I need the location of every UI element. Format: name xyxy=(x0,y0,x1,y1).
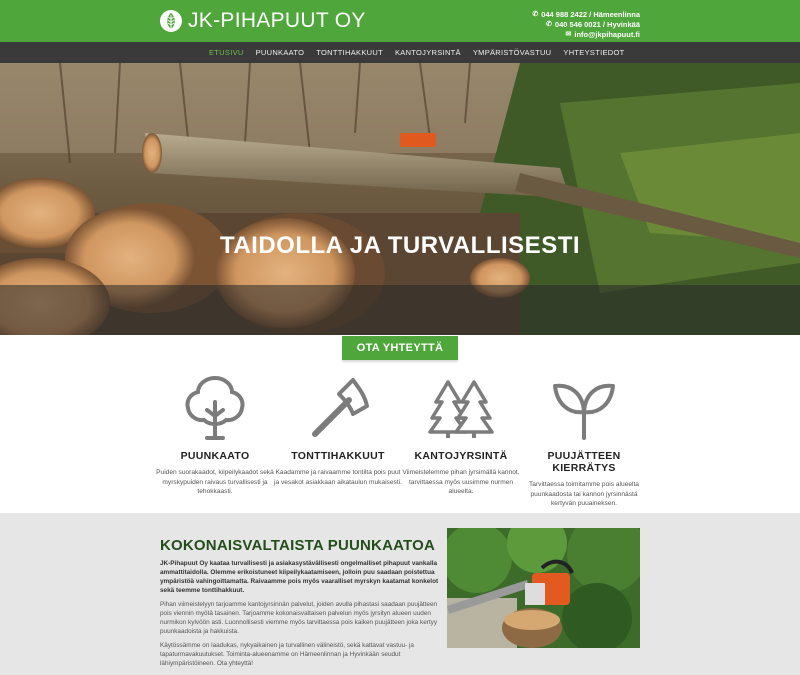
hero-title-band xyxy=(0,285,800,335)
leaf-logo-icon xyxy=(160,10,182,32)
service-title: PUUJÄTTEEN KIERRÄTYS xyxy=(547,450,621,474)
service-desc: Kaadamme ja raivaamme tontilta pois puut ja vesakot asiakkaan aikataulun mukaisesti. xyxy=(274,469,402,486)
about-title: KOKONAISVALTAISTA PUUNKAATOA xyxy=(160,537,436,554)
nav-item-kantojyrsinta[interactable]: KANTOJYRSINTÄ xyxy=(394,48,461,57)
phone-icon: ✆ xyxy=(532,11,539,18)
contact-email[interactable]: ✉ info@jkpihapuut.fi xyxy=(565,30,640,39)
hero-title: TAIDOLLA JA TURVALLISESTI xyxy=(219,232,581,259)
chainsaw-photo xyxy=(447,528,640,648)
nav-item-yhteystiedot[interactable]: YHTEYSTIEDOT xyxy=(563,48,625,57)
nav-item-tonttihakkuut[interactable]: TONTTIHAKKUUT xyxy=(316,48,383,57)
service-desc: Puiden suorakaadot, kiipeilykaadot sekä myrskypuiden raivaus turvallisesti ja tehokkaasti. xyxy=(156,469,274,495)
contact-phone-hameenlinna[interactable]: ✆ 044 988 2422 / Hämeenlinna xyxy=(532,10,640,19)
service-kantojyrsinta[interactable] xyxy=(396,372,526,497)
mail-icon: ✉ xyxy=(565,31,572,38)
service-desc: Tarvittaessa toimitamme pois alueelta puunkaadosta tai kannon jyrsinnästä kertyvän puuaineksen. xyxy=(529,481,639,507)
contact-cta-button[interactable]: OTA YHTEYTTÄ xyxy=(342,336,458,360)
service-desc: Viimeistelemme pihan jyrsimällä kannot, tarvittaessa myös uusimme nurmen alueelta. xyxy=(402,469,520,495)
site-logo[interactable] xyxy=(160,9,366,33)
service-title: PUUNKAATO xyxy=(180,450,250,462)
sprout-icon xyxy=(549,372,619,442)
about-paragraph: Käytössämme on laadukas, nykyaikainen ja turvallinen välineistö, sekä kattavat vastuu- ja tapaturmavakuutukset. Toiminta-alueenamme on Hämeenlinnan ja Hyvinkään seudut lähiympäristöineen. Ota yhteyttä! xyxy=(160,642,414,667)
service-puujatteen-kierratys[interactable] xyxy=(519,372,649,509)
axe-icon xyxy=(303,372,373,442)
contact-info xyxy=(532,10,640,40)
service-title: TONTTIHAKKUUT xyxy=(291,450,385,462)
about-paragraph: JK-Pihapuut Oy kaataa turvallisesti ja asiakasystävällisesti ongelmalliset pihapuut vankalla ammattitaidolla. Olemme erikoistuneet kiipeilykaatamiseen, jolloin puu saadaan poistettua ympäristöä vahingoittamatta. Raivaamme pois myös vaaralliset myrskyn kaatamat konkelot sekä teemme tonttihakkuut. xyxy=(160,560,439,594)
service-puunkaato[interactable] xyxy=(150,372,280,497)
hero-banner xyxy=(0,63,800,335)
nav-item-etusivu[interactable]: ETUSIVU xyxy=(209,48,244,57)
forest-icon xyxy=(426,372,496,442)
nav-item-puunkaato[interactable]: PUUNKAATO xyxy=(255,48,305,57)
service-tonttihakkuut[interactable] xyxy=(273,372,403,487)
about-text xyxy=(160,559,440,673)
phone-icon: ✆ xyxy=(546,21,552,28)
about-paragraph: Pihan viimeistelyyn tarjoamme kantojyrsinnän palvelut, joiden avulla pihastasi saadaan puujätteen pois viennin myötä tasainen. Tarjoamme kokonaisvaltaisen palvelun myös jyrsityn alueen uuden nurmikon kylvöön asti. Luonnollisesti viemme myös tarvittaessa pois kaiken puujätteen joka kertyy puunkaadoista ja hakkuista. xyxy=(160,601,438,635)
logo-text: JK-PIHAPUUT OY xyxy=(188,9,366,32)
top-bar xyxy=(0,0,800,42)
contact-phone-hyvinkaa[interactable]: ✆ 040 546 0021 / Hyvinkää xyxy=(546,20,640,29)
tree-icon xyxy=(180,372,250,442)
nav-item-ymparistovastuu[interactable]: YMPÄRISTÖVASTUU xyxy=(472,48,552,57)
main-nav xyxy=(0,42,800,63)
service-title: KANTOJYRSINTÄ xyxy=(414,450,508,462)
